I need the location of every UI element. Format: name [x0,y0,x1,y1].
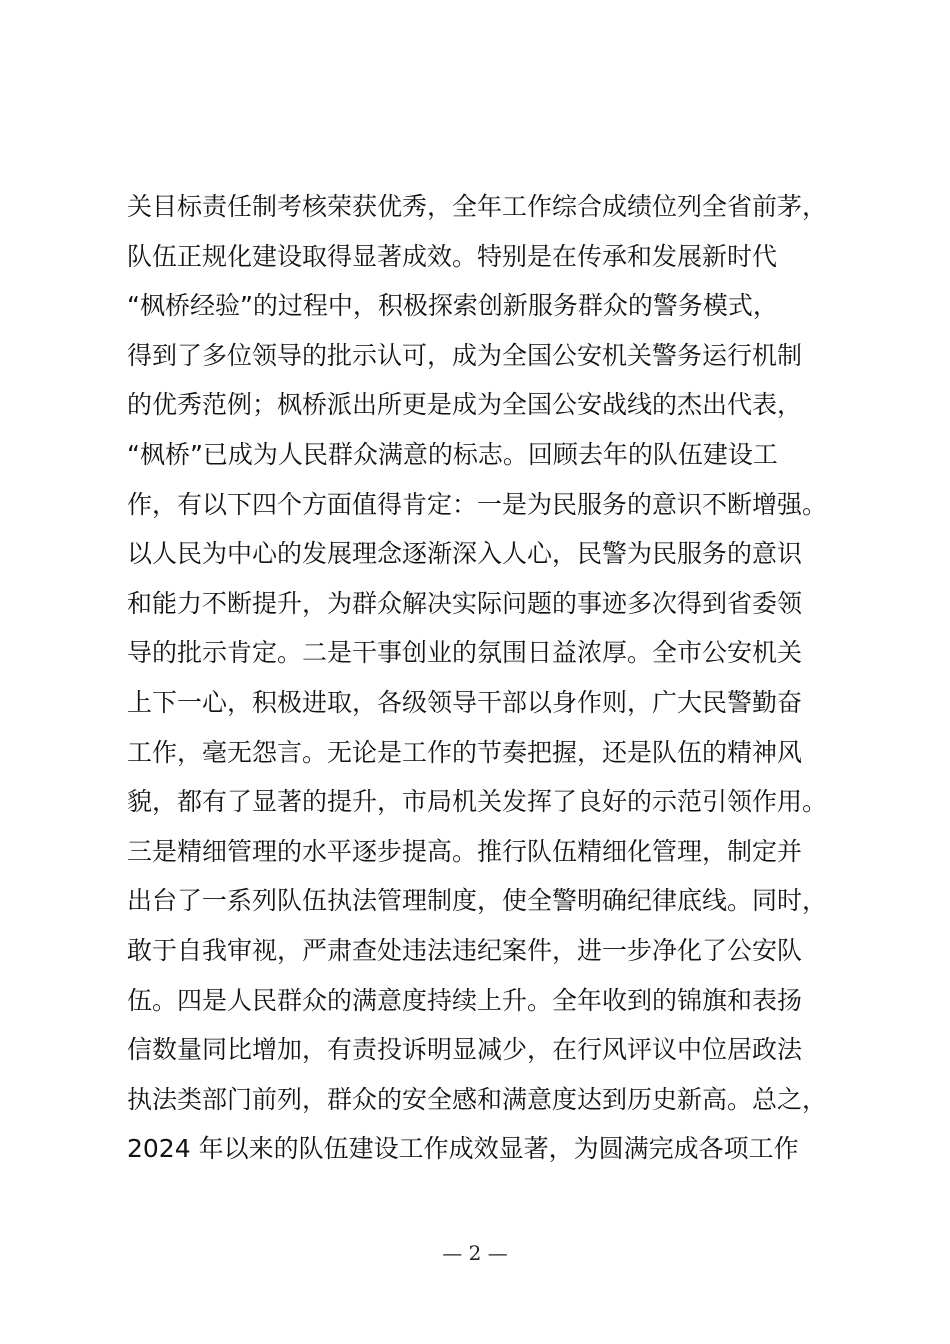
text-line: 2024 年以来的队伍建设工作成效显著，为圆满完成各项工作 [127,1134,799,1164]
page-number: — 2 — [442,1241,508,1265]
text-line: 上下一心，积极进取，各级领导干部以身作则，广大民警勤奋 [127,687,803,717]
text-line: 出台了一系列队伍执法管理制度，使全警明确纪律底线。同时， [127,886,828,916]
text-line: 伍。四是人民群众的满意度持续上升。全年收到的锦旗和表扬 [127,985,803,1015]
text-line: “枫桥”已成为人民群众满意的标志。回顾去年的队伍建设工 [127,439,778,469]
text-line: 三是精细管理的水平逐步提高。推行队伍精细化管理，制定并 [127,836,803,866]
text-line: 以人民为中心的发展理念逐渐深入人心，民警为民服务的意识 [127,539,803,569]
text-line: 信数量同比增加，有责投诉明显减少，在行风评议中位居政法 [127,1035,803,1065]
text-line: 关目标责任制考核荣获优秀，全年工作综合成绩位列全省前茅， [127,192,828,221]
text-line: “枫桥经验”的过程中，积极探索创新服务群众的警务模式， [127,291,778,321]
text-line: 和能力不断提升，为群众解决实际问题的事迹多次得到省委领 [127,588,803,618]
text-line: 作，有以下四个方面值得肯定：一是为民服务的意识不断增强。 [127,489,828,519]
body-text [127,182,867,1174]
text-line: 队伍正规化建设取得显著成效。特别是在传承和发展新时代 [127,241,778,271]
text-line: 貌，都有了显著的提升，市局机关发挥了良好的示范引领作用。 [127,787,828,817]
text-line: 得到了多位领导的批示认可，成为全国公安机关警务运行机制 [127,340,803,370]
text-line: 的优秀范例；枫桥派出所更是成为全国公安战线的杰出代表， [127,390,803,420]
text-line: 工作，毫无怨言。无论是工作的节奏把握，还是队伍的精神风 [127,737,803,767]
text-line: 敢于自我审视，严肃查处违法违纪案件，进一步净化了公安队 [127,935,803,965]
text-line: 执法类部门前列，群众的安全感和满意度达到历史新高。总之， [127,1084,828,1114]
text-line: 导的批示肯定。二是干事创业的氛围日益浓厚。全市公安机关 [127,638,803,668]
